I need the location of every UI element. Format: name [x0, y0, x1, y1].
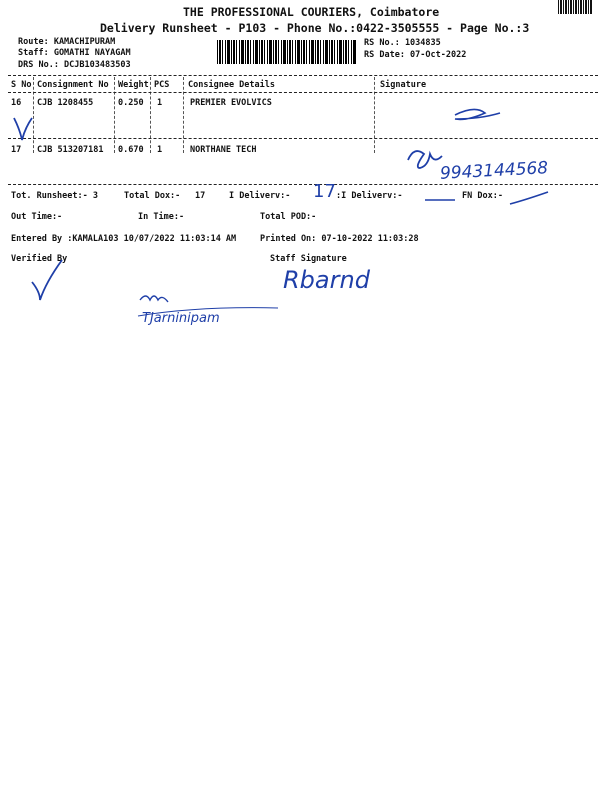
row-16-signature — [455, 109, 500, 119]
fn-dox-mark — [510, 192, 548, 204]
drs-label: DRS No.: DCJB103483503 — [18, 60, 131, 70]
row-16-consignment: CJB 1208455 — [37, 98, 94, 108]
row-17-consignment: CJB 513207181 — [37, 145, 104, 155]
staff-label: Staff: GOMATHI NAYAGAM — [18, 48, 131, 58]
col-signature: Signature — [380, 80, 427, 90]
col-sno: S No — [11, 80, 32, 90]
i-delivery-2-label: :I Deliverv:- — [336, 191, 403, 201]
verified-by-label: Verified By — [11, 254, 68, 264]
row-16-weight: 0.250 — [118, 98, 144, 108]
col-weight: Weight — [118, 80, 149, 90]
total-dox-label: Total Dox:- — [124, 191, 181, 201]
row-16-pcs: 1 — [157, 98, 163, 108]
staff-handwritten-signature: Rbarnd — [283, 266, 370, 294]
verified-by-signature — [32, 260, 62, 300]
i-delivery-label: I Deliverv:- — [229, 191, 291, 201]
total-dox-value: 17 — [195, 191, 206, 201]
route-label: Route: KAMACHIPURAM — [18, 37, 116, 47]
handwritten-name: TJarninipam — [142, 311, 220, 326]
row-17-initials — [408, 151, 442, 168]
tick-mark — [14, 118, 32, 140]
handwritten-phone: 9943144568 — [439, 158, 549, 184]
total-pod-label: Total POD:- — [260, 212, 317, 222]
rs-date: RS Date: 07-Oct-2022 — [364, 50, 467, 60]
row-17-sno: 17 — [11, 145, 22, 155]
tot-runsheet: Tot. Runsheet:- 3 — [11, 191, 98, 201]
in-time-label: In Time:- — [138, 212, 185, 222]
row-17-weight: 0.670 — [118, 145, 144, 155]
i-delivery-handwritten: 17 — [313, 181, 336, 202]
name-initials — [140, 296, 168, 302]
staff-signature-label: Staff Signature — [270, 254, 347, 264]
row-17-consignee: NORTHANE TECH — [190, 145, 257, 155]
entered-by: Entered By :KAMALA103 10/07/2022 11:03:14 AM — [11, 234, 237, 244]
fn-dox-label: FN Dox:- — [462, 191, 503, 201]
col-pcs: PCS — [154, 80, 170, 90]
company-title: THE PROFESSIONAL COURIERS, Coimbatore — [183, 5, 440, 19]
runsheet-title: Delivery Runsheet - P103 - Phone No.:0422-3505555 - Page No.:3 — [100, 21, 530, 35]
row-16-sno: 16 — [11, 98, 22, 108]
out-time-label: Out Time:- — [11, 212, 63, 222]
col-consignee: Consignee Details — [188, 80, 275, 90]
col-consignment: Consignment No — [37, 80, 109, 90]
row-16-consignee: PREMIER EVOLVICS — [190, 98, 272, 108]
row-17-pcs: 1 — [157, 145, 163, 155]
rs-no: RS No.: 1034835 — [364, 38, 441, 48]
printed-on: Printed On: 07-10-2022 11:03:28 — [260, 234, 419, 244]
